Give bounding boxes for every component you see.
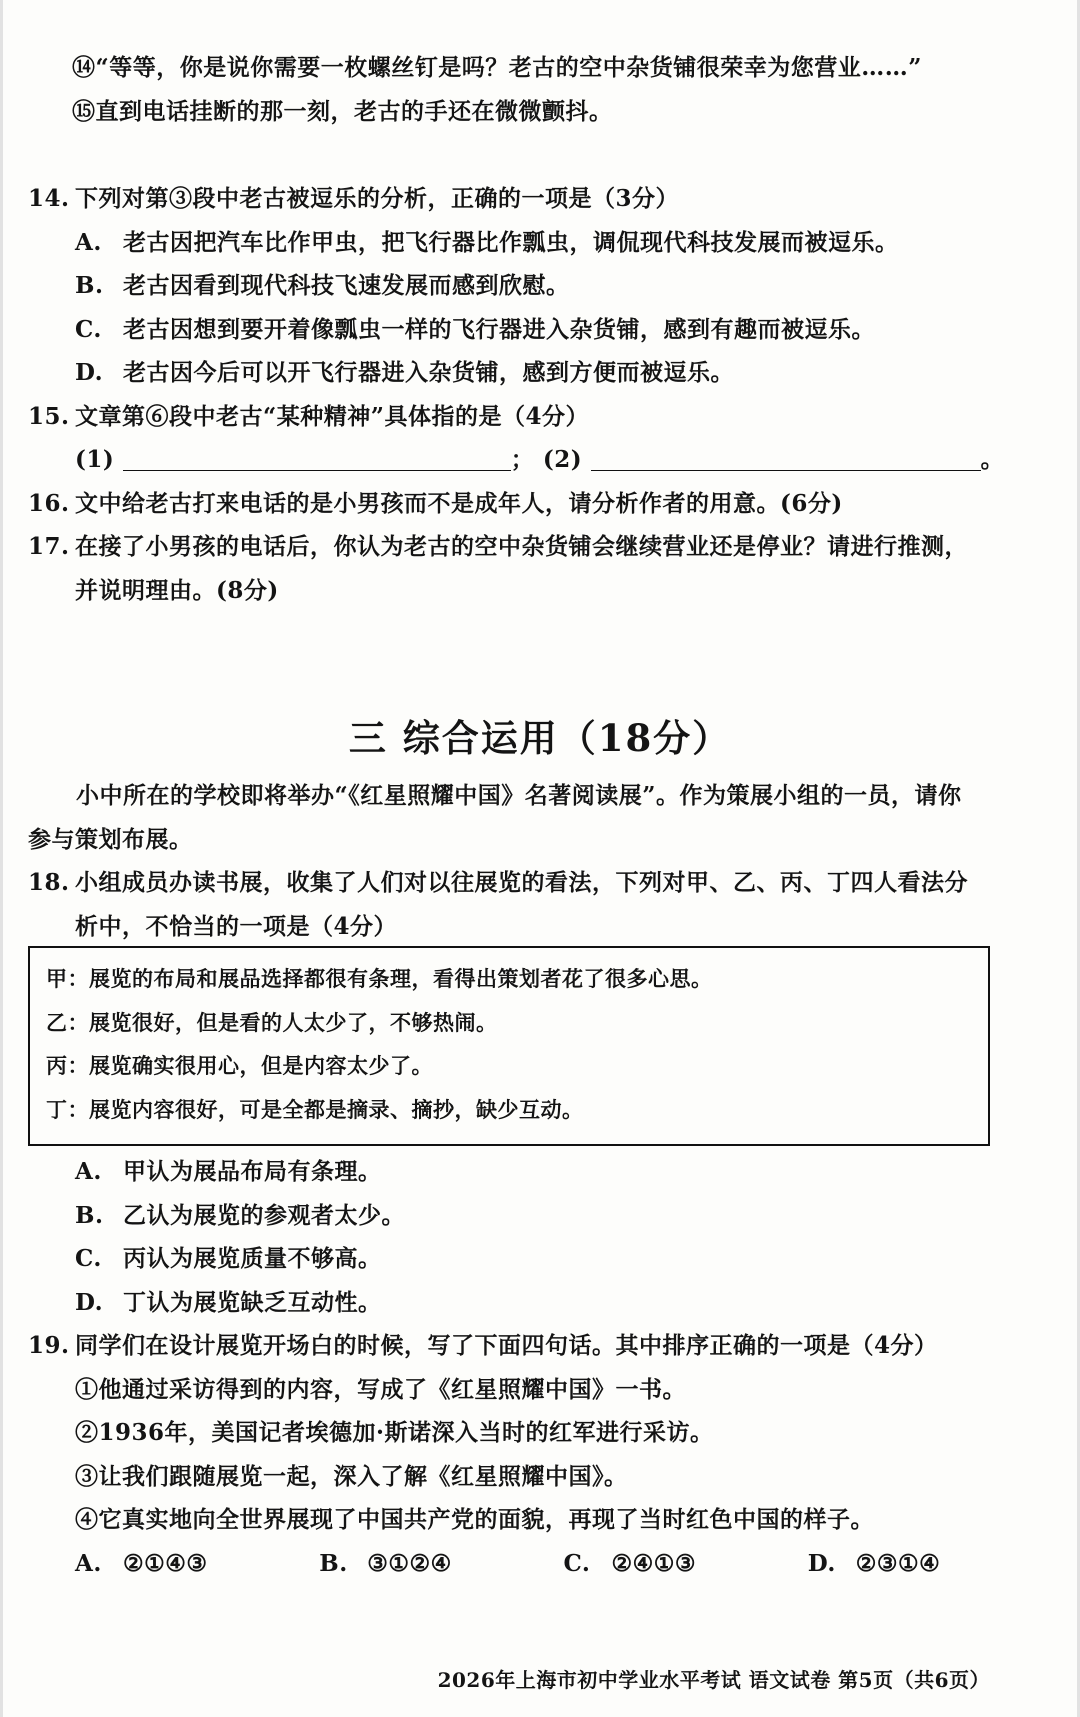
question-18-option-c: C. 丙认为展览质量不够高。 [75, 1245, 382, 1272]
choice-d: D. ②③①④ [807, 1549, 941, 1577]
question-18-19 [28, 1150, 1052, 1585]
sentence-3: ③让我们跟随展览一起，深入了解《红星照耀中国》。 [75, 1462, 628, 1490]
question-18-option-a: A. 甲认为展品布局有条理。 [75, 1158, 382, 1185]
question-16: 16. 文中给老古打来电话的是小男孩而不是成年人，请分析作者的用意。(6分) [28, 489, 843, 517]
sentence-2: ②1936年，美国记者埃德加·斯诺深入当时的红军进行采访。 [75, 1419, 714, 1446]
question-19-stem: 19. 同学们在设计展览开场白的时候，写了下面四句话。其中排序正确的一项是（4分） [28, 1332, 938, 1359]
passage-end [28, 46, 1052, 133]
page-footer: 2026年上海市初中学业水平考试 语文试卷 第5页（共6页） [437, 1668, 990, 1692]
question-18-option-d: D. 丁认为展览缺乏互动性。 [75, 1288, 382, 1316]
section-heading: 三 综合运用（18分） [348, 716, 732, 760]
choice-c: C. ②④①③ [563, 1549, 696, 1577]
question-14-option-a: A. 老古因把汽车比作甲虫，把飞行器比作瓢虫，调侃现代科技发展而被逗乐。 [75, 228, 899, 256]
answer-blank-1[interactable] [123, 444, 511, 471]
question-17-line-2: 并说明理由。(8分) [75, 576, 279, 604]
question-15-blanks: (1) ； (2) 。 [75, 446, 1005, 473]
intro-line-2: 参与策划布展。 [28, 825, 193, 853]
question-18-line-2: 析中，不恰当的一项是（4分） [75, 912, 398, 940]
intro-line-1: 小中所在的学校即将举办“《红星照耀中国》名著阅读展”。作为策展小组的一员，请你 [76, 782, 962, 809]
choice-b: B. ③①②④ [319, 1549, 452, 1577]
opinion-ding: 丁：展览内容很好，可是全都是摘录、摘抄，缺少互动。 [46, 1096, 584, 1122]
question-15-stem: 15. 文章第⑥段中老古“某种精神”具体指的是（4分） [28, 402, 589, 430]
opinion-bing: 丙：展览确实很用心，但是内容太少了。 [46, 1053, 433, 1078]
section-intro [28, 774, 1052, 948]
opinion-jia: 甲：展览的布局和展品选择都很有条理，看得出策划者花了很多心思。 [46, 966, 713, 991]
opinion-yi: 乙：展览很好，但是看的人太少了，不够热闹。 [46, 1009, 498, 1035]
questions-14-17 [28, 177, 1052, 612]
sentence-1: ①他通过采访得到的内容，写成了《红星照耀中国》一书。 [75, 1375, 686, 1403]
question-18-line-1: 18. 小组成员办读书展，收集了人们对以往展览的看法，下列对甲、乙、丙、丁四人看法分 [28, 869, 968, 896]
answer-blank-2[interactable] [591, 444, 981, 471]
question-14-option-d: D. 老古因今后可以开飞行器进入杂货铺，感到方便而被逗乐。 [75, 359, 734, 386]
question-19-choices [28, 1542, 1052, 1586]
question-14-option-b: B. 老古因看到现代科技飞速发展而感到欣慰。 [75, 272, 570, 299]
paragraph-15: ⑮直到电话挂断的那一刻，老古的手还在微微颤抖。 [72, 97, 613, 125]
question-number: 14. [28, 185, 70, 212]
opinions-box [28, 946, 990, 1146]
paragraph-14: ⑭“等等，你是说你需要一枚螺丝钉是吗？老古的空中杂货铺很荣幸为您营业……” [72, 54, 922, 81]
choice-a: A. ②①④③ [75, 1549, 208, 1577]
question-14-stem: 14. 下列对第③段中老古被逗乐的分析，正确的一项是（3分） [28, 177, 1052, 221]
question-14-option-c: C. 老古因想到要开着像瓢虫一样的飞行器进入杂货铺，感到有趣而被逗乐。 [75, 315, 875, 343]
question-17-line-1: 17. 在接了小男孩的电话后，你认为老古的空中杂货铺会继续营业还是停业？请进行推测， [28, 533, 968, 560]
sentence-4: ④它真实地向全世界展现了中国共产党的面貌，再现了当时红色中国的样子。 [75, 1506, 874, 1533]
page-edge-left [0, 0, 3, 1717]
question-18-option-b: B. 乙认为展览的参观者太少。 [75, 1201, 405, 1229]
